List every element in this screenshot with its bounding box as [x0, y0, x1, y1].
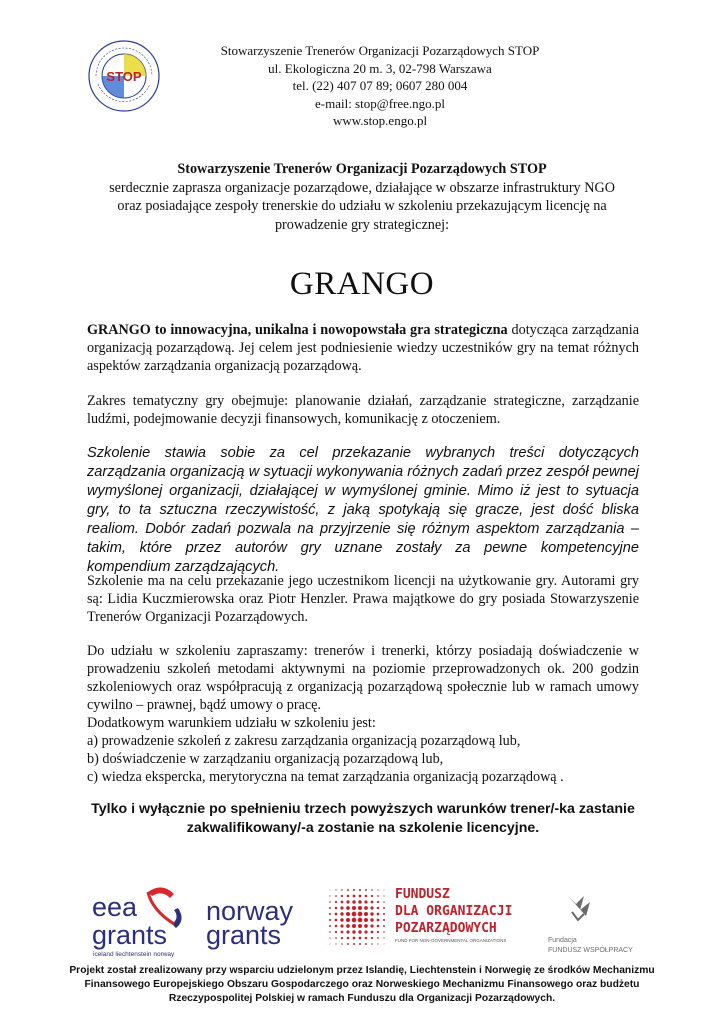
- fundusz-dot: [364, 912, 368, 916]
- intro-org-name: Stowarzyszenie Trenerów Organizacji Pozarządowych STOP: [177, 161, 547, 177]
- fundusz-dot: [352, 900, 355, 903]
- fundusz-dot: [352, 912, 357, 917]
- fundusz-dot: [347, 943, 349, 945]
- fundusz-dot: [335, 925, 338, 928]
- header-address: ul. Ekologiczna 20 m. 3, 02-798 Warszawa: [268, 60, 492, 76]
- fundusz-dot: [364, 918, 368, 922]
- fundusz-dot: [383, 919, 385, 921]
- fundusz-dot: [329, 901, 331, 903]
- eea-grants-logo: [92, 887, 182, 958]
- fundusz-dot: [352, 918, 357, 923]
- fundusz-dot: [383, 913, 385, 915]
- closing-line: Tylko i wyłącznie po spełnieniu trzech powyższych warunków trener/-ka zastanie: [91, 801, 635, 817]
- fundusz-dot: [364, 900, 367, 903]
- fundusz-dot: [384, 944, 385, 945]
- fundusz-dot: [377, 913, 380, 916]
- fundusz-dot: [346, 930, 349, 933]
- intro-line: oraz posiadające zespoły trenerskie do udziału w szkoleniu przekazującym licencję na: [117, 198, 607, 214]
- norway-grants-text: grants: [206, 920, 282, 950]
- fundusz-dot: [347, 895, 350, 898]
- paragraph-scope: Zakres tematyczny gry obejmuje: planowanie działań, zarządzanie strategiczne, zarządzanie ludźmi, podejmowanie decyzji finansowych, komunikację z otoczeniem.: [87, 393, 639, 427]
- stop-logo-letters: STOP: [106, 69, 142, 84]
- sponsor-logos: [90, 880, 650, 960]
- closing-line: zakwalifikowany/-a zostanie na szkolenie licencyjne.: [186, 819, 540, 836]
- fundusz-dot: [359, 937, 362, 940]
- fundusz-dot: [352, 924, 356, 928]
- fundusz-dot: [341, 931, 344, 934]
- fundusz-ngo-logo: [329, 887, 512, 945]
- fundusz-dot: [353, 943, 355, 945]
- fw-line2: FUNDUSZ WSPÓŁPRACY: [548, 947, 633, 954]
- fundusz-dot: [335, 913, 338, 916]
- fundusz-dot: [370, 912, 373, 915]
- fundusz-dot: [365, 895, 368, 898]
- fundusz-dot: [364, 906, 368, 910]
- fundusz-dot: [358, 930, 361, 933]
- fundusz-dot: [377, 943, 378, 944]
- footer-line: Rzeczypospolitej Polskiej w ramach Funduszu dla Organizacji Pozarządowych.: [168, 993, 556, 1004]
- fundusz-dot: [359, 889, 361, 891]
- fundusz-dot: [358, 900, 361, 903]
- fundusz-dot: [365, 937, 368, 940]
- fundusz-dot: [335, 889, 336, 890]
- stop-logo: [88, 40, 160, 112]
- fundusz-dot: [371, 937, 373, 939]
- fundusz-dot: [365, 889, 367, 891]
- fundusz-dot: [329, 925, 331, 927]
- eea-subtitle: iceland liechtenstein norway: [93, 951, 175, 958]
- fundusz-dot: [383, 931, 385, 933]
- paragraph-intro-rest: dotycząca zarządzania organizacją pozarządową. Jej celem jest podniesienie wiedzy uczestników gry na temat różnych aspektów zarządzania organizacją pozarządową.: [87, 322, 639, 374]
- fundusz-dot: [364, 930, 367, 933]
- fundusz-dot: [377, 919, 380, 922]
- eea-text: eea: [92, 892, 138, 922]
- fundusz-dot: [340, 918, 343, 921]
- fundusz-dot: [335, 931, 337, 933]
- fundusz-wspolpracy-logo: [548, 896, 633, 954]
- fundusz-dot: [377, 901, 379, 903]
- fundusz-dot: [377, 895, 379, 897]
- intro-line: prowadzenie gry strategicznej:: [274, 216, 450, 233]
- funding-footer: [20, 964, 704, 1006]
- norway-grants-logo: [206, 896, 294, 950]
- fundusz-dot: [377, 937, 379, 939]
- fundusz-dot: [358, 912, 363, 917]
- paragraph-participants: Do udziału w szkoleniu zapraszamy: trenerów i trenerki, którzy posiadają doświadczenie w prowadzeniu szkoleń metodami aktywnymi na poziomie przeprowadzonych ok. 200 godzin szkoleniowych oraz współpracują z organizacją pozarządową społecznie lub w ramach umowy cywilno – prawnej, bądź umowy o pracę.: [87, 643, 639, 713]
- intro-line: serdecznie zaprasza organizacje pozarządowe, działające w obszarze infrastruktury NGO: [109, 179, 615, 196]
- fundusz-dot: [377, 931, 379, 933]
- fundusz-dot: [384, 890, 385, 891]
- fundusz-dot: [329, 907, 331, 909]
- fundusz-dot: [329, 913, 331, 915]
- fundusz-dot: [359, 895, 362, 898]
- fundusz-dot: [371, 931, 374, 934]
- conditions-intro: Dodatkowym warunkiem udziału w szkoleniu jest:: [87, 715, 376, 731]
- fundusz-dot: [347, 889, 349, 891]
- fundusz-dot: [346, 900, 349, 903]
- header-website[interactable]: www.stop.engo.pl: [332, 113, 428, 128]
- condition-item: a) prowadzenie szkoleń z zakresu zarządzania organizacją pozarządową lub,: [87, 733, 521, 749]
- fundusz-subtitle: FUND FOR NON-GOVERNMENTAL ORGANIZATIONS: [395, 938, 507, 943]
- fundusz-dot: [346, 924, 350, 928]
- fundusz-dot: [383, 907, 385, 909]
- fundusz-dot: [358, 906, 362, 910]
- fundusz-line1: FUNDUSZ: [395, 887, 450, 902]
- fundusz-dot: [341, 889, 343, 891]
- fundusz-dot: [341, 937, 343, 939]
- fundusz-dot: [335, 919, 338, 922]
- header-org-name: Stowarzyszenie Trenerów Organizacji Pozarządowych STOP: [220, 43, 540, 58]
- eea-grants-text: grants: [92, 920, 168, 950]
- fundusz-dot: [352, 930, 355, 933]
- fundusz-dot: [353, 889, 355, 891]
- condition-item: b) doświadczenie w zarządzaniu organizacją pozarządową lub,: [87, 751, 444, 767]
- norway-text: norway: [206, 896, 294, 926]
- conditions-list: [87, 714, 639, 786]
- fundusz-dot: [340, 912, 343, 915]
- fundusz-line2: DLA ORGANIZACJI: [395, 904, 513, 919]
- fundusz-dot: [340, 906, 343, 909]
- fundusz-dot: [383, 925, 385, 927]
- fundusz-dot: [383, 901, 385, 903]
- fundusz-dot: [335, 901, 337, 903]
- fundusz-dot: [358, 924, 362, 928]
- fundusz-dot: [335, 937, 337, 939]
- fundusz-dot: [346, 912, 350, 916]
- fundusz-dot: [383, 895, 384, 896]
- header-contact: [190, 42, 570, 130]
- document-title: GRANGO: [289, 266, 435, 302]
- fundusz-dot: [371, 889, 373, 891]
- fundusz-dot: [329, 919, 331, 921]
- fundusz-dot: [353, 937, 356, 940]
- fundusz-dot: [347, 937, 350, 940]
- fundusz-dot: [370, 906, 373, 909]
- fundusz-dot: [383, 937, 384, 938]
- fw-line1: Fundacja: [548, 937, 577, 944]
- paragraph-training-goal: Szkolenie stawia sobie za cel przekazanie wybranych treści dotyczących zarządzania organizacją w sytuacji wykonywania różnych zadań przez zespół pewnej wymyślonej organizacji, działającej w wymyślonej gminie. Mimo iż jest to sytuacja gry, to ta sztuczna rzeczywistość, z jaką spotykają się gracze, jest dość bliska realiom. Dobór zadań pozwala na przyjrzenie się różnym aspektom zarządzania – takim, które przez autorów gry uznane zostały za pewne kompetencyjne kompendium zarządzających.: [87, 445, 639, 575]
- fundusz-dot: [335, 907, 338, 910]
- fundusz-dot: [341, 895, 343, 897]
- fundusz-dot: [364, 924, 368, 928]
- fundusz-dot-grid: [329, 889, 385, 945]
- paragraph-license: Szkolenie ma na celu przekazanie jego uczestnikom licencji na użytkowanie gry. Autorami gry są: Lidia Kuczmierowska oraz Piotr Henzler. Prawa majątkowe do gry posiada Stowarzyszenie Trenerów Organizacji Pozarządowych.: [87, 573, 639, 625]
- fundusz-dot: [359, 943, 361, 945]
- footer-line: Finansowego Europejskiego Obszaru Gospodarczego oraz Norweskiego Mechanizmu Finansowego oraz budżetu: [84, 979, 640, 990]
- paragraph-intro-bold: GRANGO to innowacyjna, unikalna i nowopowstała gra strategiczna: [87, 322, 508, 338]
- header-email[interactable]: e-mail: stop@free.ngo.pl: [314, 95, 446, 111]
- fundusz-dot: [358, 918, 363, 923]
- fundusz-dot: [371, 901, 374, 904]
- paragraph-intro: [87, 321, 639, 375]
- closing-statement: [87, 800, 639, 837]
- fundusz-dot: [330, 944, 331, 945]
- fundusz-dot: [330, 890, 331, 891]
- fundusz-dot: [335, 895, 337, 897]
- fundusz-dot: [341, 901, 344, 904]
- footer-line: Projekt został zrealizowany przy wsparciu udzielonym przez Islandię, Liechtenstein i Norwegię ze środków Mechanizmu: [69, 965, 655, 976]
- fundusz-dot: [341, 943, 343, 945]
- fundusz-dot: [377, 925, 380, 928]
- fundusz-dot: [370, 918, 373, 921]
- fundusz-line3: POZARZĄDOWYCH: [395, 921, 497, 936]
- fundusz-dot: [352, 906, 356, 910]
- fundusz-dot: [346, 906, 350, 910]
- fundusz-dot: [370, 924, 373, 927]
- fundusz-dot: [329, 937, 330, 938]
- fundusz-dot: [371, 895, 373, 897]
- fundusz-dot: [365, 943, 367, 945]
- fundusz-dot: [329, 895, 330, 896]
- fundusz-dot: [335, 943, 336, 944]
- fundusz-dot: [377, 907, 380, 910]
- fundusz-dot: [371, 943, 373, 945]
- fundusz-dot: [329, 931, 331, 933]
- header-phone: tel. (22) 407 07 89; 0607 280 004: [292, 78, 468, 93]
- fundusz-dot: [377, 889, 378, 890]
- invitation-intro: [85, 160, 639, 234]
- fundusz-dot: [353, 895, 356, 898]
- fundusz-dot: [346, 918, 350, 922]
- condition-item: c) wiedza ekspercka, merytoryczna na temat zarządzania organizacją pozarządową .: [87, 769, 564, 785]
- fundusz-dot: [340, 924, 343, 927]
